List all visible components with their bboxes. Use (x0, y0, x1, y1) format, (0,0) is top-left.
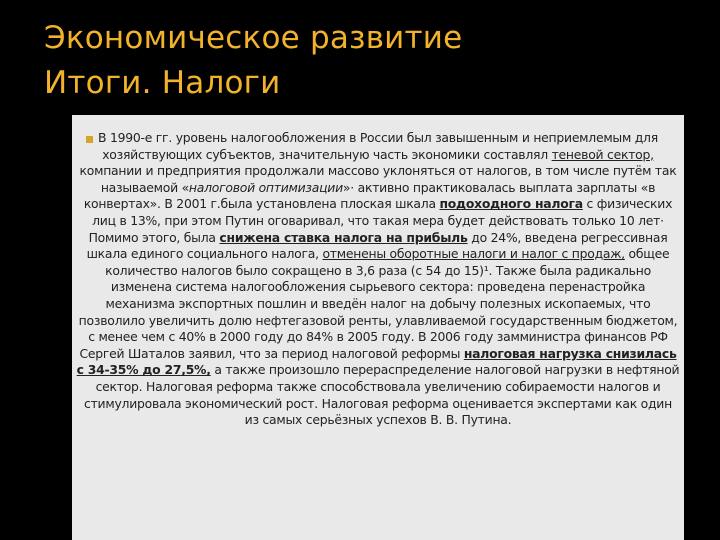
tax-burden-phrase: налоговая нагрузка снизилась с 34-35% до 27,5%, (76, 345, 677, 378)
shadow-sector-phrase: теневой сектор, (551, 146, 654, 162)
body-paragraph (76, 130, 680, 429)
title-line-1: Экономическое развитие (44, 20, 463, 56)
profit-tax-phrase: снижена ставка налога на прибыль (219, 229, 468, 245)
text-run: до 24%, введена регрессивная шкала единого социального налога, (86, 229, 668, 262)
text-run: компании и предприятия продолжали массово уклоняться от налогов, в том числе путём так называемой « (79, 163, 677, 195)
abolished-taxes-phrase: отменены оборотные налоги и налог с продаж, (322, 246, 625, 262)
income-tax-phrase: подоходного налога (439, 196, 583, 212)
title-band (0, 0, 720, 115)
text-run: общее количество налогов было сокращено в 3,6 раза (с 54 до 15)¹. Также была радикально изменена система налогообложения сырьевого сектора: проведена перенастройка механизма экспортных пошлин и введён налог на добычу полезных ископаемых, что позволило увеличить долю нефтегазовой ренты, улавливаемой государственным бюджетом, с менее чем с 40% в 2000 году до 84% в 2005 году. В 2006 году замминистра финансов РФ Сергей Шаталов заявил, что за период налоговой реформы (78, 246, 678, 361)
title-line-2: Итоги. Налоги (44, 65, 281, 101)
slide-title (44, 16, 462, 106)
tax-optimization-phrase: налоговой оптимизации (188, 179, 343, 195)
text-run: а также произошло перераспределение налоговой нагрузки в нефтяной сектор. Налоговая реформа также способствовала увеличению собираемости налогов и стимулировала экономический рост. Налоговая реформа оценивается экспертами как один из самых серьёзных успехов В. В. Путина. (84, 362, 680, 428)
text-run: В 1990-е гг. уровень налогообложения в России был завышенным и неприемлемым для хозяйствующих субъектов, значительную часть экономики составлял (98, 130, 658, 162)
text-run: »· активно практиковалась выплата зарплаты «в конвертах». В 2001 г.была установлена плоская шкала (83, 179, 656, 212)
text-run: с физических лиц в 13%, при этом Путин оговаривал, что такая мера будет действовать только 10 лет· Помимо этого, была (88, 196, 673, 245)
